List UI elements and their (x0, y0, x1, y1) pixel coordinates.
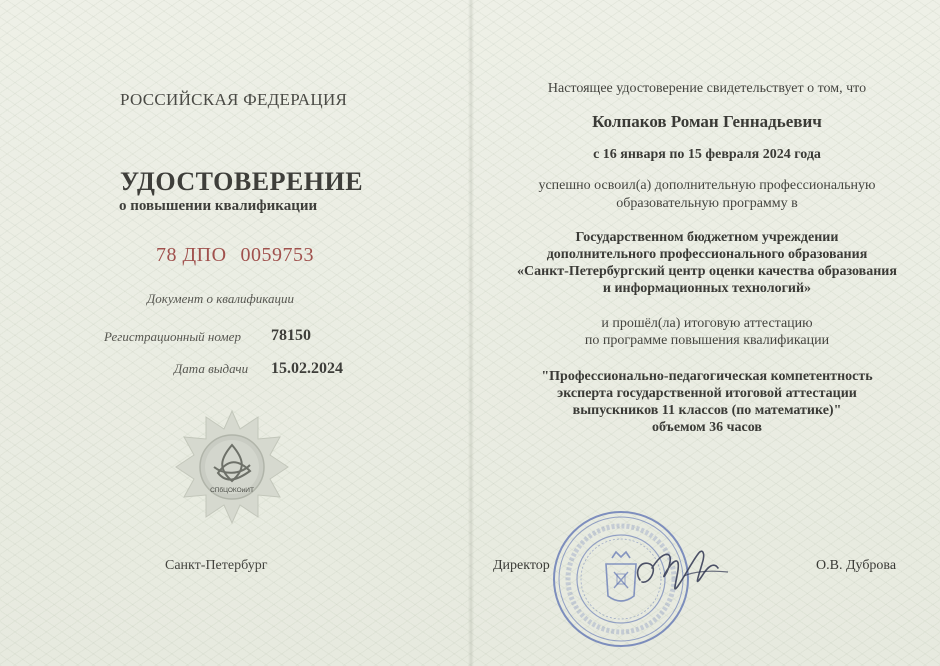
program-line: "Профессионально-педагогическая компетентность (541, 369, 873, 384)
attestation-line: и прошёл(ла) итоговую аттестацию (601, 316, 813, 331)
institution-line: дополнительного профессионального образования (546, 247, 868, 262)
attestation-text (474, 315, 940, 349)
mastered-line: образовательную программу в (616, 196, 798, 211)
form-number (156, 244, 314, 267)
mastered-line: успешно освоил(а) дополнительную профессиональную (538, 178, 876, 193)
mastered-text (474, 177, 940, 213)
serial-number: 0059753 (240, 244, 315, 266)
document-title: УДОСТОВЕРЕНИЕ (120, 167, 364, 196)
training-period: с 16 января по 15 февраля 2024 года (593, 147, 821, 162)
director-label: Директор (493, 558, 550, 573)
program-line: выпускников 11 классов (по математике)" (572, 403, 842, 418)
issue-date: 15.02.2024 (271, 360, 343, 377)
series-code: 78 ДПО (156, 244, 227, 266)
registration-number-label: Регистрационный номер (104, 329, 241, 344)
institution-line: Государственном бюджетном учреждении (575, 230, 839, 245)
program-title (474, 368, 940, 436)
institution-line: и информационных технологий» (602, 281, 812, 296)
director-signature-icon (632, 532, 742, 602)
emblem-text: СПбЦОКОиИТ (210, 487, 254, 494)
institution-line: «Санкт-Петербургский центр оценки качества образования (517, 264, 897, 279)
document-kind: Документ о квалификации (147, 291, 294, 306)
issue-date-label: Дата выдачи (174, 361, 249, 376)
document-subtitle: о повышении квалификации (119, 198, 318, 214)
program-line: эксперта государственной итоговой аттестации (557, 386, 857, 401)
director-name: О.В. Дуброва (816, 558, 897, 573)
institution-name (474, 229, 940, 297)
country-heading: РОССИЙСКАЯ ФЕДЕРАЦИЯ (120, 90, 348, 109)
attestation-line: по программе повышения квалификации (584, 333, 830, 348)
holder-name: Колпаков Роман Геннадьевич (592, 112, 822, 131)
program-hours: объемом 36 часов (652, 420, 762, 435)
issue-city: Санкт-Петербург (165, 558, 268, 573)
registration-number: 78150 (271, 327, 311, 344)
hologram-emblem-icon (174, 409, 290, 525)
intro-text: Настоящее удостоверение свидетельствует о том, что (547, 81, 867, 96)
